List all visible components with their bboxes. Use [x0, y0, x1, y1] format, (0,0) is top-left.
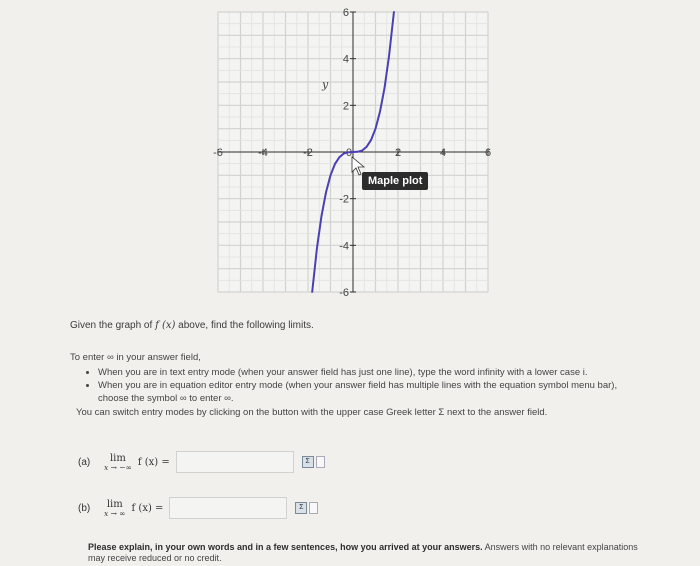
instruction-bullet: • When you are in equation editor entry mode (when your answer field has multiple lines with the equation symbol menu bar), choose the symbol ∞ to enter ∞. [98, 380, 650, 405]
function-notation: f (x) [155, 320, 176, 331]
document-icon[interactable] [309, 502, 318, 514]
lim-symbol: lim [106, 498, 123, 510]
x-tick-label: 0 [345, 147, 353, 159]
y-tick-label: -6 [339, 287, 349, 299]
maple-plot-tooltip: Maple plot [362, 172, 428, 190]
instructions-intro: To enter ∞ in your answer field, [70, 352, 201, 363]
limit-expression [104, 453, 132, 472]
part-b-label: (b) [78, 502, 91, 514]
part-b-answer-input[interactable] [169, 497, 287, 519]
prompt-text-start: Given the graph of [70, 320, 156, 331]
y-tick-label: 2 [342, 100, 349, 113]
lim-subscript: x → ∞ [104, 508, 126, 518]
x-tick-label: -6 [213, 147, 223, 159]
y-tick-label: 4 [342, 53, 349, 66]
limit-function: f (x) = [131, 502, 164, 514]
x-tick-label: -2 [303, 147, 313, 159]
instruction-bullet: • When you are in text entry mode (when your answer field has just one line), type the word infinity with a lower case i. [98, 367, 650, 380]
limit-function: f (x) = [137, 456, 170, 468]
x-tick-label: 2 [394, 147, 402, 159]
explanation-bold: Please explain, in your own words and in a few sentences, how you arrived at your answers. [88, 542, 483, 552]
lim-symbol: lim [109, 452, 126, 464]
instructions-footer: You can switch entry modes by clicking on the button with the upper case Greek letter Σ next to the answer field. [76, 407, 548, 418]
y-tick-label: -4 [339, 240, 349, 253]
lim-subscript: x → −∞ [104, 462, 132, 472]
part-a-row [78, 451, 325, 473]
question-prompt [70, 320, 314, 331]
y-tick-label: -2 [339, 193, 349, 206]
equation-mode-icon[interactable]: Σ [302, 456, 314, 468]
y-axis-label: y [322, 78, 329, 91]
part-a-label: (a) [78, 456, 91, 468]
explanation-prompt [88, 542, 648, 564]
explanation-rest: Answers with no relevant explanations may receive reduced or no credit. [88, 542, 638, 563]
limit-expression [104, 499, 126, 518]
x-tick-label: -4 [258, 147, 268, 159]
x-tick-label: 4 [439, 147, 447, 159]
part-b-row [78, 497, 318, 519]
instructions [70, 352, 650, 420]
y-tick-label: 6 [342, 7, 349, 19]
equation-mode-icon[interactable]: Σ [295, 502, 307, 514]
document-icon[interactable] [316, 456, 325, 468]
prompt-text-end: above, find the following limits. [175, 320, 314, 331]
part-a-answer-input[interactable] [176, 451, 294, 473]
x-tick-label: 6 [484, 147, 492, 159]
